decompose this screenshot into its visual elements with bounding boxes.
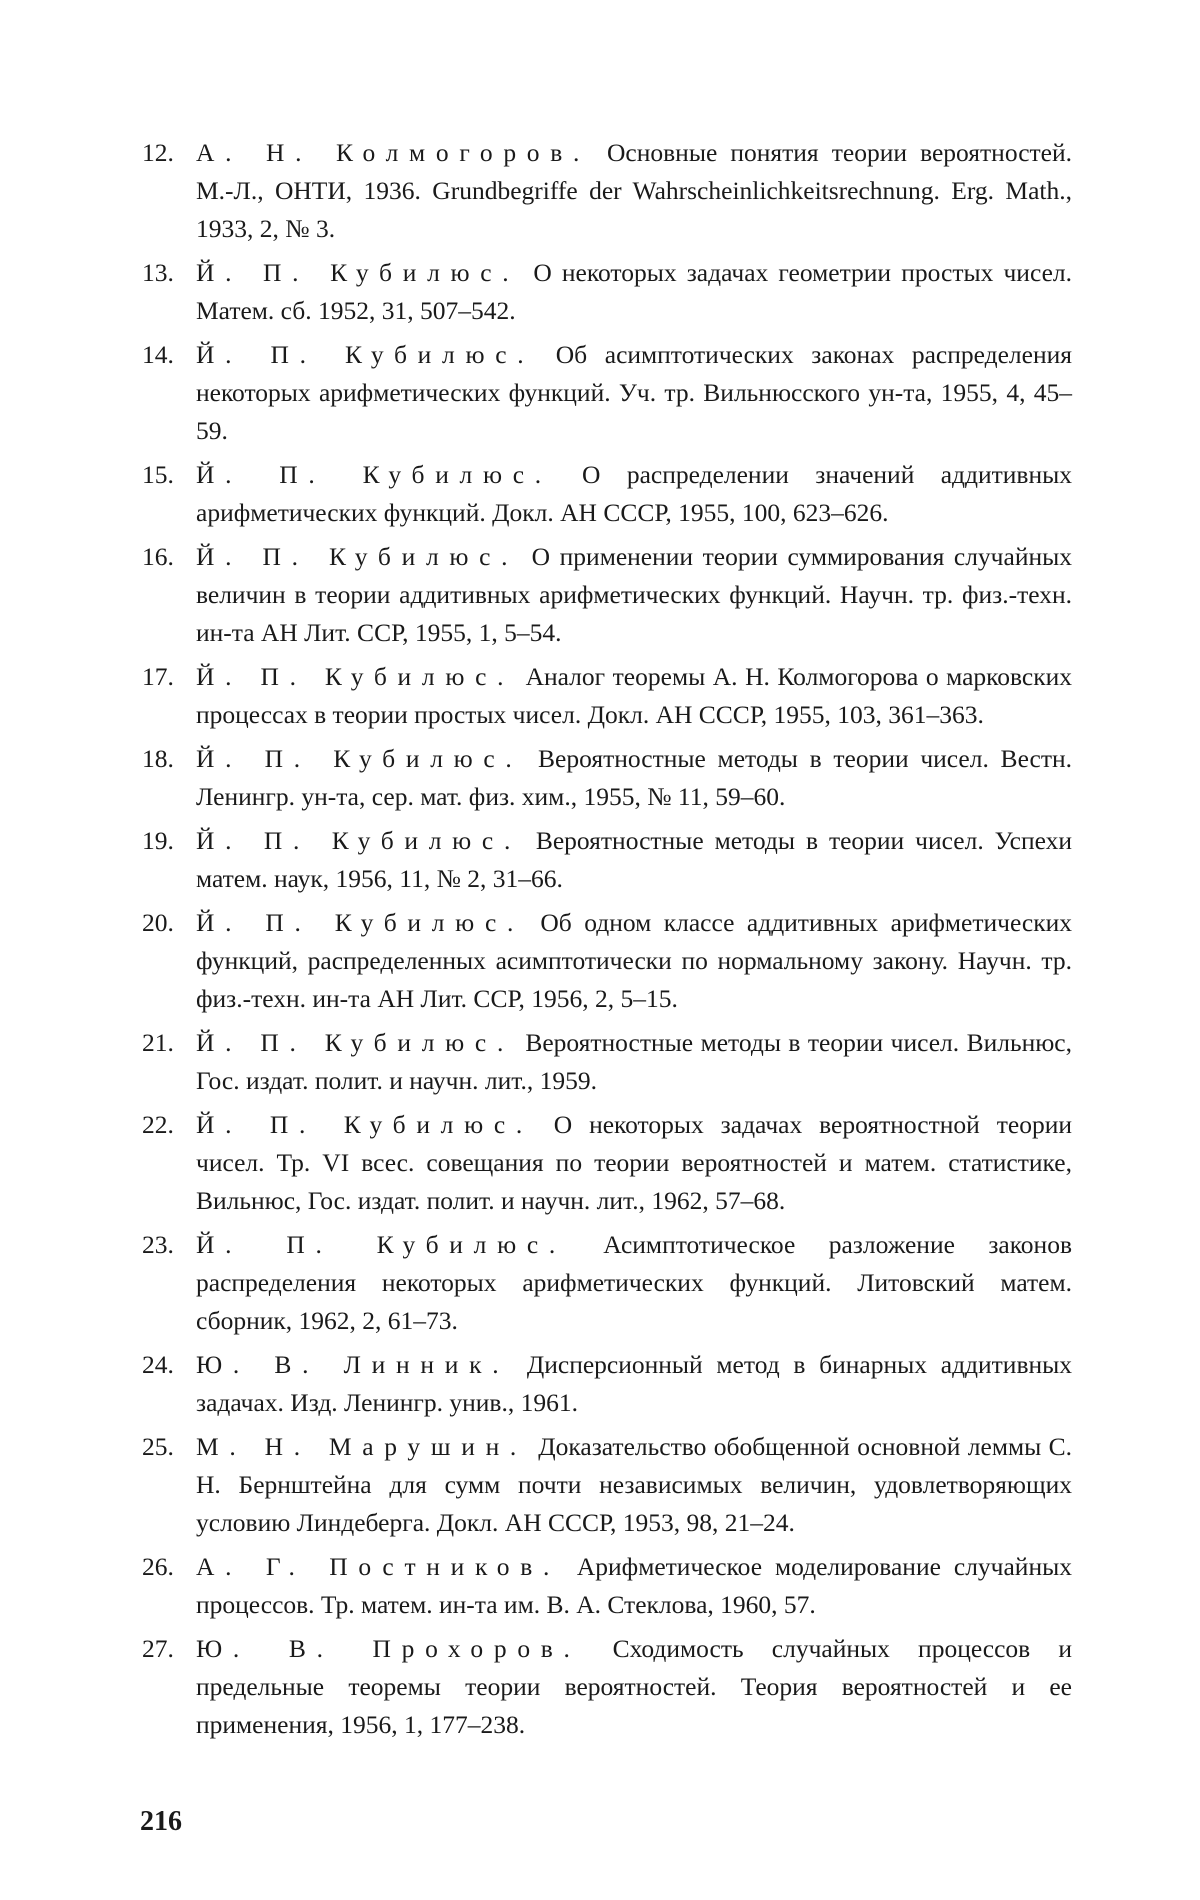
reference-item-12: [142, 134, 1072, 248]
reference-text: Об асимптотических законах распределения некоторых арифметических функций. Уч. тр. Вильнюсского ун-та, 1955, 4, 45–59.: [196, 340, 1072, 445]
reference-item-20: [142, 904, 1072, 1018]
reference-author: Й. П. Кубилюс.: [196, 1110, 533, 1139]
reference-body: [196, 1346, 1072, 1422]
reference-author: Й. П. Кубилюс.: [196, 542, 518, 571]
reference-body: [196, 336, 1072, 450]
reference-body: [196, 1428, 1072, 1542]
reference-item-19: [142, 822, 1072, 898]
reference-number: 19.: [142, 822, 196, 860]
reference-item-24: [142, 1346, 1072, 1422]
reference-item-13: [142, 254, 1072, 330]
reference-body: [196, 904, 1072, 1018]
reference-body: [196, 134, 1072, 248]
reference-body: [196, 1106, 1072, 1220]
reference-body: [196, 1548, 1072, 1624]
reference-number: 17.: [142, 658, 196, 696]
reference-number: 24.: [142, 1346, 196, 1384]
reference-text: Аналог теоремы А. Н. Колмогорова о марковских процессах в теории простых чисел. Докл. АН СССР, 1955, 103, 361–363.: [196, 662, 1072, 729]
reference-list: [142, 134, 1072, 1750]
reference-author: Й. П. Кубилюс.: [196, 258, 519, 287]
reference-text: Вероятностные методы в теории чисел. Успехи матем. наук, 1956, 11, № 2, 31–66.: [196, 826, 1072, 893]
reference-item-16: [142, 538, 1072, 652]
reference-text: Основные понятия теории вероятностей. М.-Л., ОНТИ, 1936. Grundbegriffe der Wahrscheinlichkeitsrechnung. Erg. Math., 1933, 2, № 3.: [196, 138, 1072, 243]
page-number: 216: [140, 1806, 182, 1838]
reference-body: [196, 658, 1072, 734]
reference-text: Вероятностные методы в теории чисел. Вестн. Ленингр. ун-та, сер. мат. физ. хим., 1955, № 11, 59–60.: [196, 744, 1072, 811]
reference-author: Й. П. Кубилюс.: [196, 826, 521, 855]
reference-text: Дисперсионный метод в бинарных аддитивных задачах. Изд. Ленингр. унив., 1961.: [196, 1350, 1072, 1417]
reference-text: О некоторых задачах вероятностной теории чисел. Тр. VI всес. совещания по теории вероятностей и матем. статистике, Вильнюс, Гос. издат. полит. и научн. лит., 1962, 57–68.: [196, 1110, 1072, 1215]
book-page: [0, 0, 1200, 1900]
reference-body: [196, 254, 1072, 330]
reference-author: Й. П. Кубилюс.: [196, 1230, 566, 1259]
reference-author: Й. П. Кубилюс.: [196, 662, 514, 691]
reference-number: 25.: [142, 1428, 196, 1466]
reference-text: Вероятностные методы в теории чисел. Вильнюс, Гос. издат. полит. и научн. лит., 1959.: [196, 1028, 1072, 1095]
reference-number: 23.: [142, 1226, 196, 1264]
reference-number: 22.: [142, 1106, 196, 1144]
reference-number: 26.: [142, 1548, 196, 1586]
reference-item-15: [142, 456, 1072, 532]
reference-number: 20.: [142, 904, 196, 942]
reference-text: Асимптотическое разложение законов распределения некоторых арифметических функций. Литовский матем. сборник, 1962, 2, 61–73.: [196, 1230, 1072, 1335]
reference-number: 18.: [142, 740, 196, 778]
reference-author: А. Н. Колмогоров.: [196, 138, 590, 167]
reference-number: 21.: [142, 1024, 196, 1062]
reference-text: Сходимость случайных процессов и предельные теоремы теории вероятностей. Теория вероятностей и ее применения, 1956, 1, 177–238.: [196, 1634, 1072, 1739]
reference-item-23: [142, 1226, 1072, 1340]
reference-author: Й. П. Кубилюс.: [196, 460, 552, 489]
reference-item-26: [142, 1548, 1072, 1624]
reference-author: Й. П. Кубилюс.: [196, 744, 523, 773]
reference-text: О некоторых задачах геометрии простых чисел. Матем. сб. 1952, 31, 507–542.: [196, 258, 1072, 325]
reference-number: 16.: [142, 538, 196, 576]
reference-body: [196, 456, 1072, 532]
reference-body: [196, 538, 1072, 652]
reference-author: М. Н. Марушин.: [196, 1432, 527, 1461]
reference-number: 13.: [142, 254, 196, 292]
reference-item-17: [142, 658, 1072, 734]
reference-body: [196, 1226, 1072, 1340]
reference-body: [196, 1024, 1072, 1100]
reference-number: 27.: [142, 1630, 196, 1668]
reference-author: Ю. В. Линник.: [196, 1350, 509, 1379]
reference-item-14: [142, 336, 1072, 450]
reference-item-27: [142, 1630, 1072, 1744]
reference-number: 14.: [142, 336, 196, 374]
reference-number: 12.: [142, 134, 196, 172]
reference-body: [196, 822, 1072, 898]
reference-text: Доказательство обобщенной основной леммы С. Н. Бернштейна для сумм почти независимых величин, удовлетворяющих условию Линдеберга. Докл. АН СССР, 1953, 98, 21–24.: [196, 1432, 1072, 1537]
reference-item-18: [142, 740, 1072, 816]
reference-item-22: [142, 1106, 1072, 1220]
reference-text: Арифметическое моделирование случайных процессов. Тр. матем. ин-та им. В. А. Стеклова, 1960, 57.: [196, 1552, 1072, 1619]
reference-author: Й. П. Кубилюс.: [196, 1028, 514, 1057]
reference-author: Ю. В. Прохоров.: [196, 1634, 581, 1663]
reference-text: О применении теории суммирования случайных величин в теории аддитивных арифметических функций. Научн. тр. физ.-техн. ин-та АН Лит. ССР, 1955, 1, 5–54.: [196, 542, 1072, 647]
reference-author: Й. П. Кубилюс.: [196, 340, 534, 369]
reference-author: А. Г. Постников.: [196, 1552, 560, 1581]
reference-number: 15.: [142, 456, 196, 494]
reference-body: [196, 1630, 1072, 1744]
reference-item-25: [142, 1428, 1072, 1542]
reference-body: [196, 740, 1072, 816]
reference-item-21: [142, 1024, 1072, 1100]
reference-text: О распределении значений аддитивных арифметических функций. Докл. АН СССР, 1955, 100, 623–626.: [196, 460, 1072, 527]
reference-author: Й. П. Кубилюс.: [196, 908, 524, 937]
reference-text: Об одном классе аддитивных арифметических функций, распределенных асимптотически по нормальному закону. Научн. тр. физ.-техн. ин-та АН Лит. ССР, 1956, 2, 5–15.: [196, 908, 1072, 1013]
